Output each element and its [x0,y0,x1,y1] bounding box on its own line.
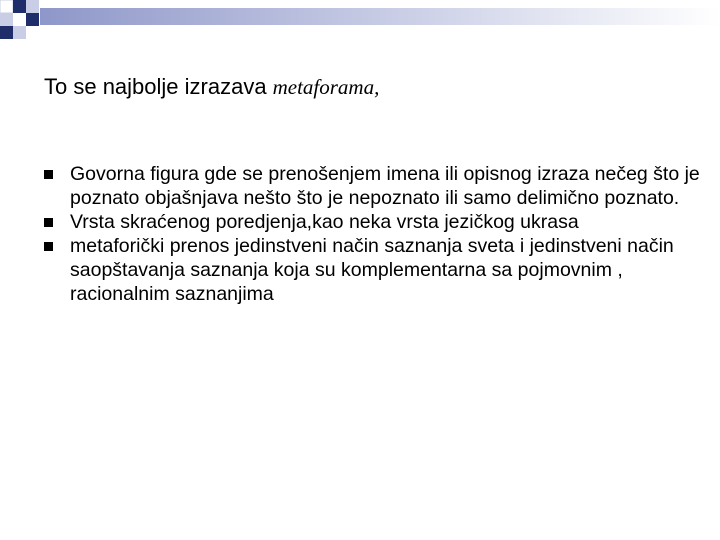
bullet-text: Vrsta skraćenog poredjenja,kao neka vrsta jezičkog ukrasa [70,211,579,233]
square-bullet-icon [44,170,53,179]
slide-title-italic: metaforama, [272,75,380,99]
bullet-item [44,234,704,306]
slide-title [44,74,379,100]
bullet-text: Govorna figura gde se prenošenjem imena ili opisnog izraza nečeg što je poznato objašnjava nešto što je nepoznato ili samo delimično poznato. [70,163,700,209]
bullet-list [44,162,704,306]
bullet-item [44,162,704,210]
square-bullet-icon [44,218,53,227]
header-decoration [0,0,720,48]
bullet-item [44,210,704,234]
square-bullet-icon [44,242,53,251]
bullet-text: metaforički prenos jedinstveni način saznanja sveta i jedinstveni način saopštavanja saznanja koja su komplementarna sa pojmovnim , racionalnim saznanjima [70,235,674,305]
slide-title-plain: To se najbolje izrazava [44,74,267,99]
